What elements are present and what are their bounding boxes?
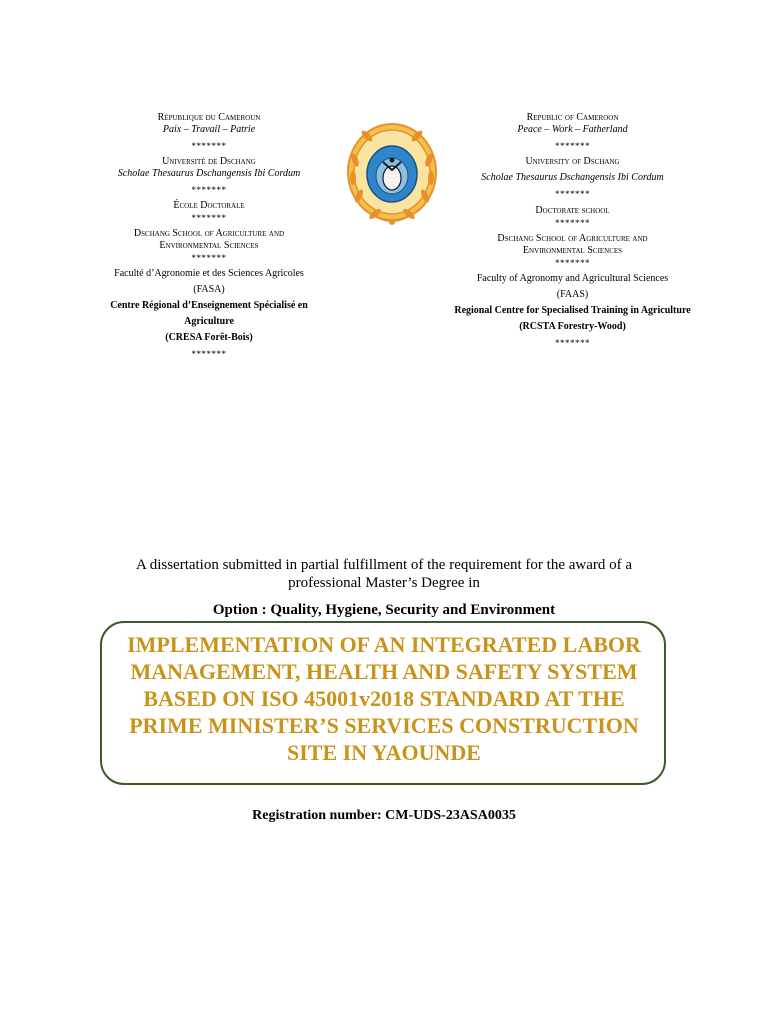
- right-institution-header: [445, 112, 700, 349]
- faculty2-name-en: Faculty of Agronomy and Agricultural Sciences: [476, 273, 669, 284]
- university-motto-en: Scholae Thesaurus Dschangensis Ibi Cordum: [481, 172, 664, 183]
- country-motto-fr: Paix – Travail – Patrie: [162, 124, 256, 135]
- university-name-en: University of Dschang: [525, 156, 620, 167]
- separator: *******: [555, 189, 590, 199]
- faculty2-abbr-fr: (FASA): [193, 284, 225, 295]
- faculty-name-en-line1: Dschang School of Agriculture and: [497, 233, 648, 244]
- separator: *******: [191, 141, 227, 151]
- faculty2-name-fr: Faculté d’Agronomie et des Sciences Agricoles: [114, 268, 304, 279]
- separator: *******: [555, 258, 590, 268]
- dissertation-statement: A dissertation submitted in partial fulfillment of the requirement for the award of a professional Master’s Degree in: [135, 557, 633, 591]
- country-name-en: Republic of Cameroon: [526, 112, 619, 123]
- university-emblem-icon: [345, 120, 439, 230]
- faculty-name-en-line2: Environmental Sciences: [522, 245, 623, 256]
- separator: *******: [191, 349, 227, 359]
- centre-abbr-fr: (CRESA Forêt-Bois): [165, 332, 253, 343]
- country-motto-en: Peace – Work – Fatherland: [517, 124, 628, 135]
- separator: *******: [555, 141, 590, 151]
- university-name-fr: Université de Dschang: [162, 156, 256, 167]
- separator: *******: [191, 253, 227, 263]
- school-name-fr: École Doctorale: [173, 200, 245, 211]
- faculty-name-fr-line2: Environmental Sciences: [159, 240, 259, 251]
- degree-option: Option : Quality, Hygiene, Security and Environment: [212, 602, 556, 618]
- centre-name-fr-line1: Centre Régional d’Enseignement Spécialisé en: [110, 300, 308, 311]
- registration-number: Registration number: CM-UDS-23ASA0035: [252, 808, 516, 823]
- left-institution-header: [88, 112, 330, 360]
- faculty2-abbr-en: (FAAS): [556, 289, 589, 300]
- separator: *******: [191, 185, 227, 195]
- centre-name-fr-line2: Agriculture: [184, 316, 234, 327]
- university-motto-fr: Scholae Thesaurus Dschangensis Ibi Cordum: [117, 168, 301, 179]
- centre-abbr-en: (RCSTA Forestry-Wood): [519, 321, 626, 332]
- dissertation-title: IMPLEMENTATION OF AN INTEGRATED LABOR MANAGEMENT, HEALTH AND SAFETY SYSTEM BASED ON ISO 45001v2018 STANDARD AT THE PRIME MINISTER’S SERVICES CONSTRUCTION SITE IN YAOUNDE: [127, 632, 641, 765]
- separator: *******: [191, 213, 227, 223]
- separator: *******: [555, 218, 590, 228]
- faculty-name-fr-line1: Dschang School of Agriculture and: [133, 228, 285, 239]
- separator: *******: [555, 338, 590, 348]
- school-name-en: Doctorate school: [535, 205, 610, 216]
- centre-name-en: Regional Centre for Specialised Training in Agriculture: [454, 305, 691, 316]
- country-name-fr: République du Cameroun: [157, 112, 261, 123]
